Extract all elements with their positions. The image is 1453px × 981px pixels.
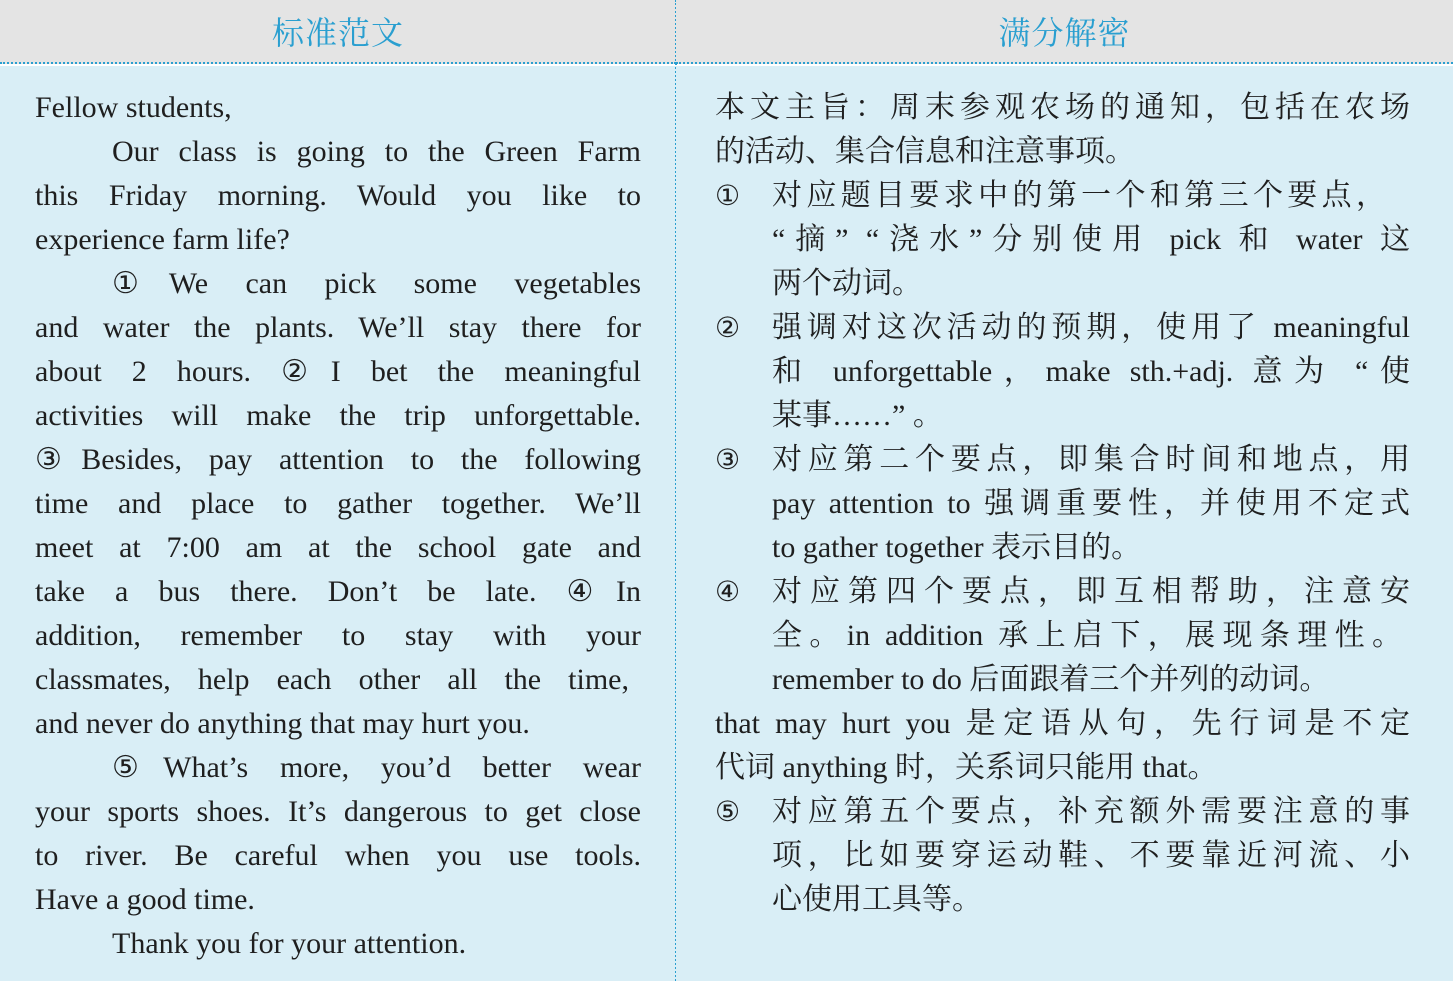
- essay-line: meet at 7:00 am at the school gate and: [35, 531, 641, 564]
- analysis-line: 强调对这次活动的预期，使用了 meaningful: [772, 311, 1410, 344]
- analysis-header: [676, 0, 1453, 64]
- point-marker: ③: [715, 443, 741, 476]
- analysis-line: 代词 anything 时，关系词只能用 that。: [715, 751, 1218, 784]
- essay-line: addition, remember to stay with your: [35, 619, 641, 652]
- analysis-line: 的活动、集合信息和注意事项。: [715, 135, 1135, 168]
- essay-line: this Friday morning. Would you like to: [35, 179, 641, 212]
- essay-line: take a bus there. Don’t be late. ④In: [35, 575, 641, 608]
- essay-line: ①We can pick some vegetables: [112, 267, 641, 300]
- analysis-line: 某事……” 。: [772, 399, 943, 432]
- essay-line: to river. Be careful when you use tools.: [35, 839, 641, 872]
- point-marker: ②: [715, 311, 741, 344]
- sample-essay-column: [0, 0, 676, 981]
- analysis-line: 对应题目要求中的第一个和第三个要点，: [772, 179, 1386, 212]
- analysis-line: 本文主旨：周末参观农场的通知，包括在农场: [715, 91, 1410, 124]
- point-marker: ①: [715, 179, 741, 212]
- essay-line: activities will make the trip unforgettable.: [35, 399, 641, 432]
- analysis-line: remember to do 后面跟着三个并列的动词。: [772, 663, 1330, 696]
- essay-line: experience farm life?: [35, 223, 290, 256]
- analysis-line: 项，比如要穿运动鞋、不要靠近河流、小: [772, 839, 1410, 872]
- analysis-line: that may hurt you 是定语从句，先行词是不定: [715, 707, 1410, 740]
- essay-line: ③Besides, pay attention to the following: [35, 443, 641, 476]
- essay-line: your sports shoes. It’s dangerous to get close: [35, 795, 641, 828]
- essay-line: and never do anything that may hurt you.: [35, 707, 530, 740]
- point-marker: ⑤: [715, 795, 741, 828]
- analysis-line: 全。in addition 承上启下，展现条理性。: [772, 619, 1402, 652]
- analysis-line: 对应第二个要点，即集合时间和地点，用: [772, 443, 1410, 476]
- essay-line: about 2 hours. ②I bet the meaningful: [35, 355, 641, 388]
- analysis-line: 心使用工具等。: [772, 883, 982, 916]
- essay-line: Have a good time.: [35, 883, 255, 916]
- essay-line: Thank you for your attention.: [112, 927, 467, 960]
- analysis-line: 两个动词。: [772, 267, 922, 300]
- sample-essay-body: [0, 66, 676, 981]
- analysis-line: pay attention to 强调重要性，并使用不定式: [772, 487, 1410, 520]
- analysis-column: [676, 0, 1453, 981]
- essay-line: Our class is going to the Green Farm: [112, 135, 641, 168]
- sample-essay-header: [0, 0, 676, 64]
- essay-line: and water the plants. We’ll stay there for: [35, 311, 641, 344]
- analysis-line: 对应第五个要点，补充额外需要注意的事: [772, 795, 1410, 828]
- essay-line: time and place to gather together. We’ll: [35, 487, 641, 520]
- analysis-line: to gather together 表示目的。: [772, 531, 1142, 564]
- analysis-line: 和 unforgettable，make sth.+adj. 意为 “使: [772, 355, 1410, 388]
- sample-essay-title: 标准范文: [271, 14, 404, 52]
- essay-line: ⑤What’s more, you’d better wear: [112, 751, 641, 784]
- essay-line: Fellow students,: [35, 91, 232, 124]
- analysis-line: 对应第四个要点，即互相帮助，注意安: [772, 575, 1410, 608]
- point-marker: ④: [715, 575, 741, 608]
- essay-line: classmates, help each other all the time,: [35, 663, 629, 696]
- analysis-line: “摘” “浇水”分别使用 pick 和 water 这: [772, 223, 1410, 256]
- analysis-body: [676, 66, 1453, 981]
- analysis-title: 满分解密: [998, 14, 1131, 52]
